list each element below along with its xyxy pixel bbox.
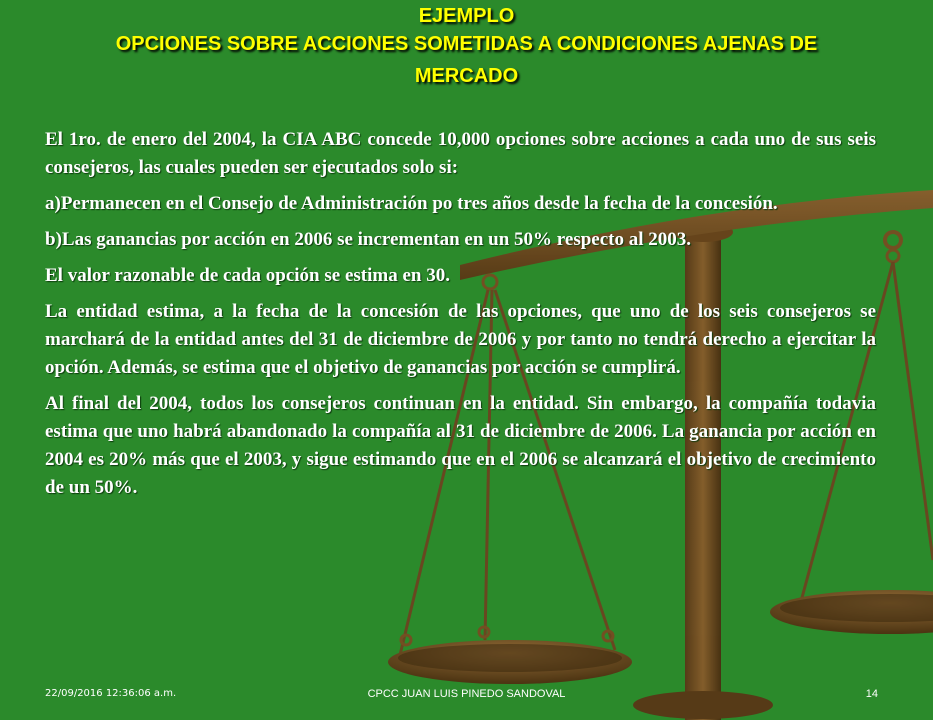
paragraph-estimate: La entidad estima, a la fecha de la concesión de las opciones, que uno de los seis consejeros se marchará de la entidad antes del 31 de diciembre de 2006 y por tanto no tendrá derecho a ejercitar la opción. Además, se estima que el objetivo de ganancias por acción se cumplirá. [45,301,876,378]
title-line-2: OPCIONES SOBRE ACCIONES SOMETIDAS A CONDICIONES AJENAS DE [115,33,818,55]
footer-author: CPCC JUAN LUIS PINEDO SANDOVAL [367,688,566,700]
paragraph-condition-b: b)Las ganancias por acción en 2006 se incrementan en un 50% respecto al 2003. [45,229,692,250]
title-line-3: MERCADO [414,65,519,87]
paragraph-condition-a: a)Permanecen en el Consejo de Administración po tres años desde la fecha de la concesión. [45,193,778,214]
slide-title [10,3,923,93]
paragraph-fair-value: El valor razonable de cada opción se estima en 30. [45,265,450,286]
footer-date: 22/09/2016 12:36:06 a.m. [45,688,177,699]
slide-body [45,126,876,510]
title-line-1: EJEMPLO [418,5,515,27]
paragraph-intro: El 1ro. de enero del 2004, la CIA ABC concede 10,000 opciones sobre acciones a cada uno de sus seis consejeros, las cuales pueden ser ejecutados solo si: [45,129,876,178]
paragraph-year-end: Al final del 2004, todos los consejeros continuan en la entidad. Sin embargo, la compañía todavia estima que uno habrá abandonado la compañía al 31 de diciembre de 2006. La ganancia por acción en 2004 es 20% más que el 2003, y sigue estimando que en el 2006 se alcanzará el objetivo de crecimiento de un 50%. [45,393,876,498]
footer-page-number: 14 [865,688,878,700]
